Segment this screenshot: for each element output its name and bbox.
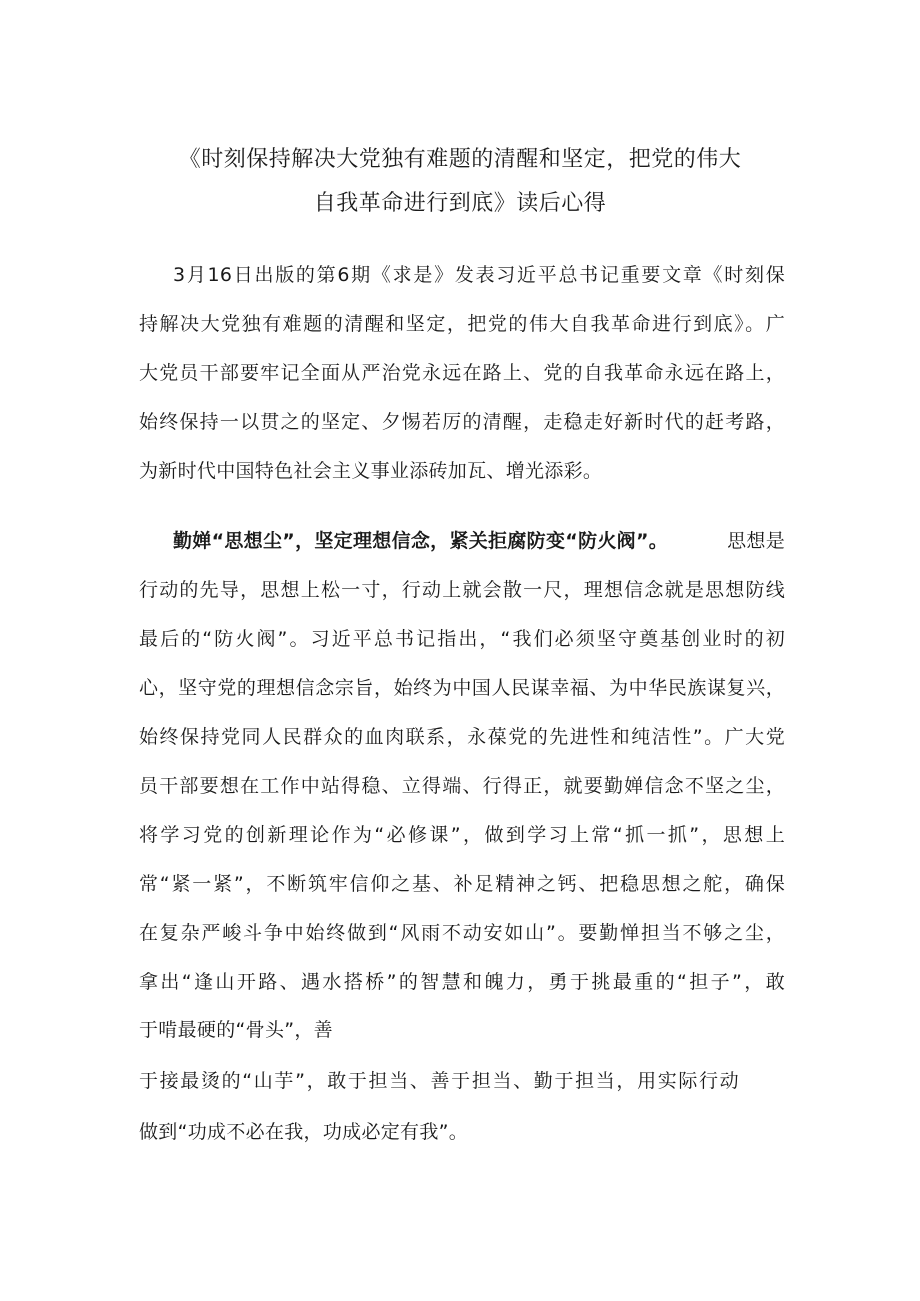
paragraph2-line: 拿出“逢山开路、遇水搭桥”的智慧和魄力，勇于挑最重的“担子”，敢 bbox=[139, 971, 785, 993]
paragraph2-line: 将学习党的创新理论作为“必修课”，做到学习上常“抓一抓”，思想上 bbox=[139, 824, 785, 846]
paragraph2-line: 员干部要想在工作中站得稳、立得端、行得正，就要勤婵信念不坚之尘， bbox=[139, 775, 785, 797]
paragraph2-heading: 勤婵“思想尘”，坚定理想信念，紧关拒腐防变“防火阀”。 bbox=[173, 530, 669, 552]
paragraph2-first-line-rest: 思想是 bbox=[727, 530, 785, 552]
paragraph2-line: 于啃最硬的“骨头”，善 bbox=[139, 1019, 333, 1041]
paragraph1-line: 为新时代中国特色社会主义事业添砖加瓦、增光添彩。 bbox=[139, 460, 603, 482]
paragraph1-line: 大党员干部要牢记全面从严治党永远在路上、党的自我革命永远在路上， bbox=[139, 362, 785, 384]
paragraph2-line: 始终保持党同人民群众的血肉联系，永葆党的先进性和纯洁性”。广大党 bbox=[139, 726, 785, 748]
paragraph2-line: 行动的先导，思想上松一寸，行动上就会散一尺，理想信念就是思想防线 bbox=[139, 579, 785, 601]
document-title-line-2: 自我革命进行到底》读后心得 bbox=[313, 191, 607, 216]
paragraph2-line: 心，坚守党的理想信念宗旨，始终为中国人民谋幸福、为中华民族谋复兴， bbox=[139, 677, 785, 699]
paragraph2-line: 在复杂严峻斗争中始终做到“风雨不动安如山”。要勤惮担当不够之尘， bbox=[139, 922, 785, 944]
paragraph1-line: 持解决大党独有难题的清醒和坚定，把党的伟大自我革命进行到底》。广 bbox=[139, 313, 785, 335]
paragraph2-line: 最后的“防火阀”。习近平总书记指出，“我们必须坚守奠基创业时的初 bbox=[139, 628, 785, 650]
paragraph2-line: 做到“功成不必在我，功成必定有我”。 bbox=[139, 1121, 469, 1143]
paragraph1-line: 始终保持一以贯之的坚定、夕惕若厉的清醒，走稳走好新时代的赶考路， bbox=[139, 411, 785, 433]
paragraph2-first-line bbox=[173, 526, 785, 553]
paragraph2-line: 常“紧一紧”，不断筑牢信仰之基、补足精神之钙、把稳思想之舵，确保 bbox=[139, 873, 785, 895]
document-title-line-1: 《时刻保持解决大党独有难题的清醒和坚定，把党的伟大 bbox=[178, 147, 742, 172]
paragraph2-line: 于接最烫的“山芋”，敢于担当、善于担当、勤于担当，用实际行动 bbox=[139, 1070, 739, 1092]
paragraph1-line: 3月16日出版的第6期《求是》发表习近平总书记重要文章《时刻保 bbox=[173, 264, 785, 286]
